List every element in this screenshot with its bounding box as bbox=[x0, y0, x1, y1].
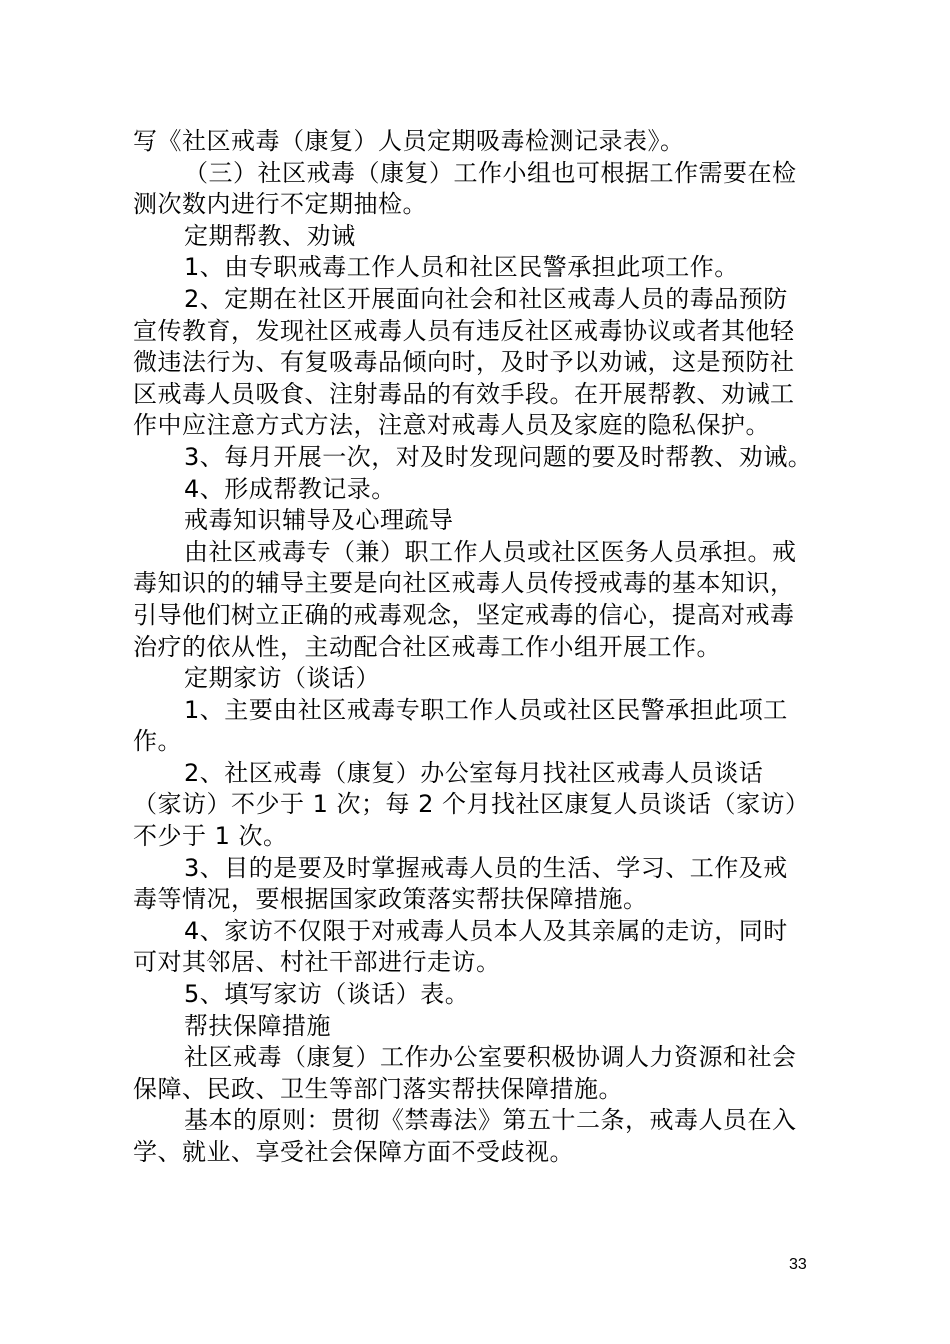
section-heading: 帮扶保障措施 bbox=[184, 1011, 331, 1040]
text-line: 治疗的依从性，主动配合社区戒毒工作小组开展工作。 bbox=[133, 632, 721, 661]
section-heading: 定期家访（谈话） bbox=[184, 664, 380, 693]
section-heading: 戒毒知识辅导及心理疏导 bbox=[184, 506, 454, 535]
text-line: 毒等情况，要根据国家政策落实帮扶保障措施。 bbox=[133, 885, 648, 914]
text-line: （三）社区戒毒（康复）工作小组也可根据工作需要在检 bbox=[184, 158, 797, 187]
text-line: 4、形成帮教记录。 bbox=[184, 474, 396, 503]
text-line: 4、家访不仅限于对戒毒人员本人及其亲属的走访，同时 bbox=[184, 916, 788, 945]
text-line: 社区戒毒（康复）工作办公室要积极协调人力资源和社会 bbox=[184, 1043, 797, 1072]
page-body bbox=[133, 126, 833, 1169]
text-line: 2、定期在社区开展面向社会和社区戒毒人员的毒品预防 bbox=[184, 284, 788, 313]
text-line: 学、就业、享受社会保障方面不受歧视。 bbox=[133, 1138, 574, 1166]
text-line: 1、主要由社区戒毒专职工作人员或社区民警承担此项工 bbox=[184, 695, 788, 724]
section-heading: 定期帮教、劝诫 bbox=[184, 221, 356, 250]
text-line: 微违法行为、有复吸毒品倾向时，及时予以劝诫，这是预防社 bbox=[133, 348, 795, 377]
text-line: 写《社区戒毒（康复）人员定期吸毒检测记录表》。 bbox=[133, 127, 685, 155]
text-line: 引导他们树立正确的戒毒观念，坚定戒毒的信心，提高对戒毒 bbox=[133, 600, 795, 629]
text-line: 1、由专职戒毒工作人员和社区民警承担此项工作。 bbox=[184, 253, 739, 282]
text-line: 5、填写家访（谈话）表。 bbox=[184, 980, 470, 1009]
page-number: 33 bbox=[789, 1256, 807, 1273]
text-line: 基本的原则：贯彻《禁毒法》第五十二条，戒毒人员在入 bbox=[184, 1106, 797, 1135]
text-line: 保障、民政、卫生等部门落实帮扶保障措施。 bbox=[133, 1074, 623, 1103]
text-line: 宣传教育，发现社区戒毒人员有违反社区戒毒协议或者其他轻 bbox=[133, 316, 795, 345]
text-line: 不少于 1 次。 bbox=[133, 822, 288, 851]
text-line: 作中应注意方式方法，注意对戒毒人员及家庭的隐私保护。 bbox=[133, 411, 770, 440]
text-line: 区戒毒人员吸食、注射毒品的有效手段。在开展帮教、劝诫工 bbox=[133, 379, 795, 408]
text-line: 3、目的是要及时掌握戒毒人员的生活、学习、工作及戒 bbox=[184, 853, 788, 882]
text-line: 作。 bbox=[133, 727, 182, 756]
text-line: 3、每月开展一次，对及时发现问题的要及时帮教、劝诫。 bbox=[184, 442, 813, 471]
text-line: （家访）不少于 1 次；每 2 个月找社区康复人员谈话（家访） bbox=[133, 790, 810, 819]
text-line: 毒知识的的辅导主要是向社区戒毒人员传授戒毒的基本知识， bbox=[133, 569, 795, 598]
text-line: 测次数内进行不定期抽检。 bbox=[133, 190, 427, 219]
text-line: 由社区戒毒专（兼）职工作人员或社区医务人员承担。戒 bbox=[184, 537, 797, 566]
text-line: 2、社区戒毒（康复）办公室每月找社区戒毒人员谈话 bbox=[184, 758, 764, 787]
text-line: 可对其邻居、村社干部进行走访。 bbox=[133, 948, 501, 977]
